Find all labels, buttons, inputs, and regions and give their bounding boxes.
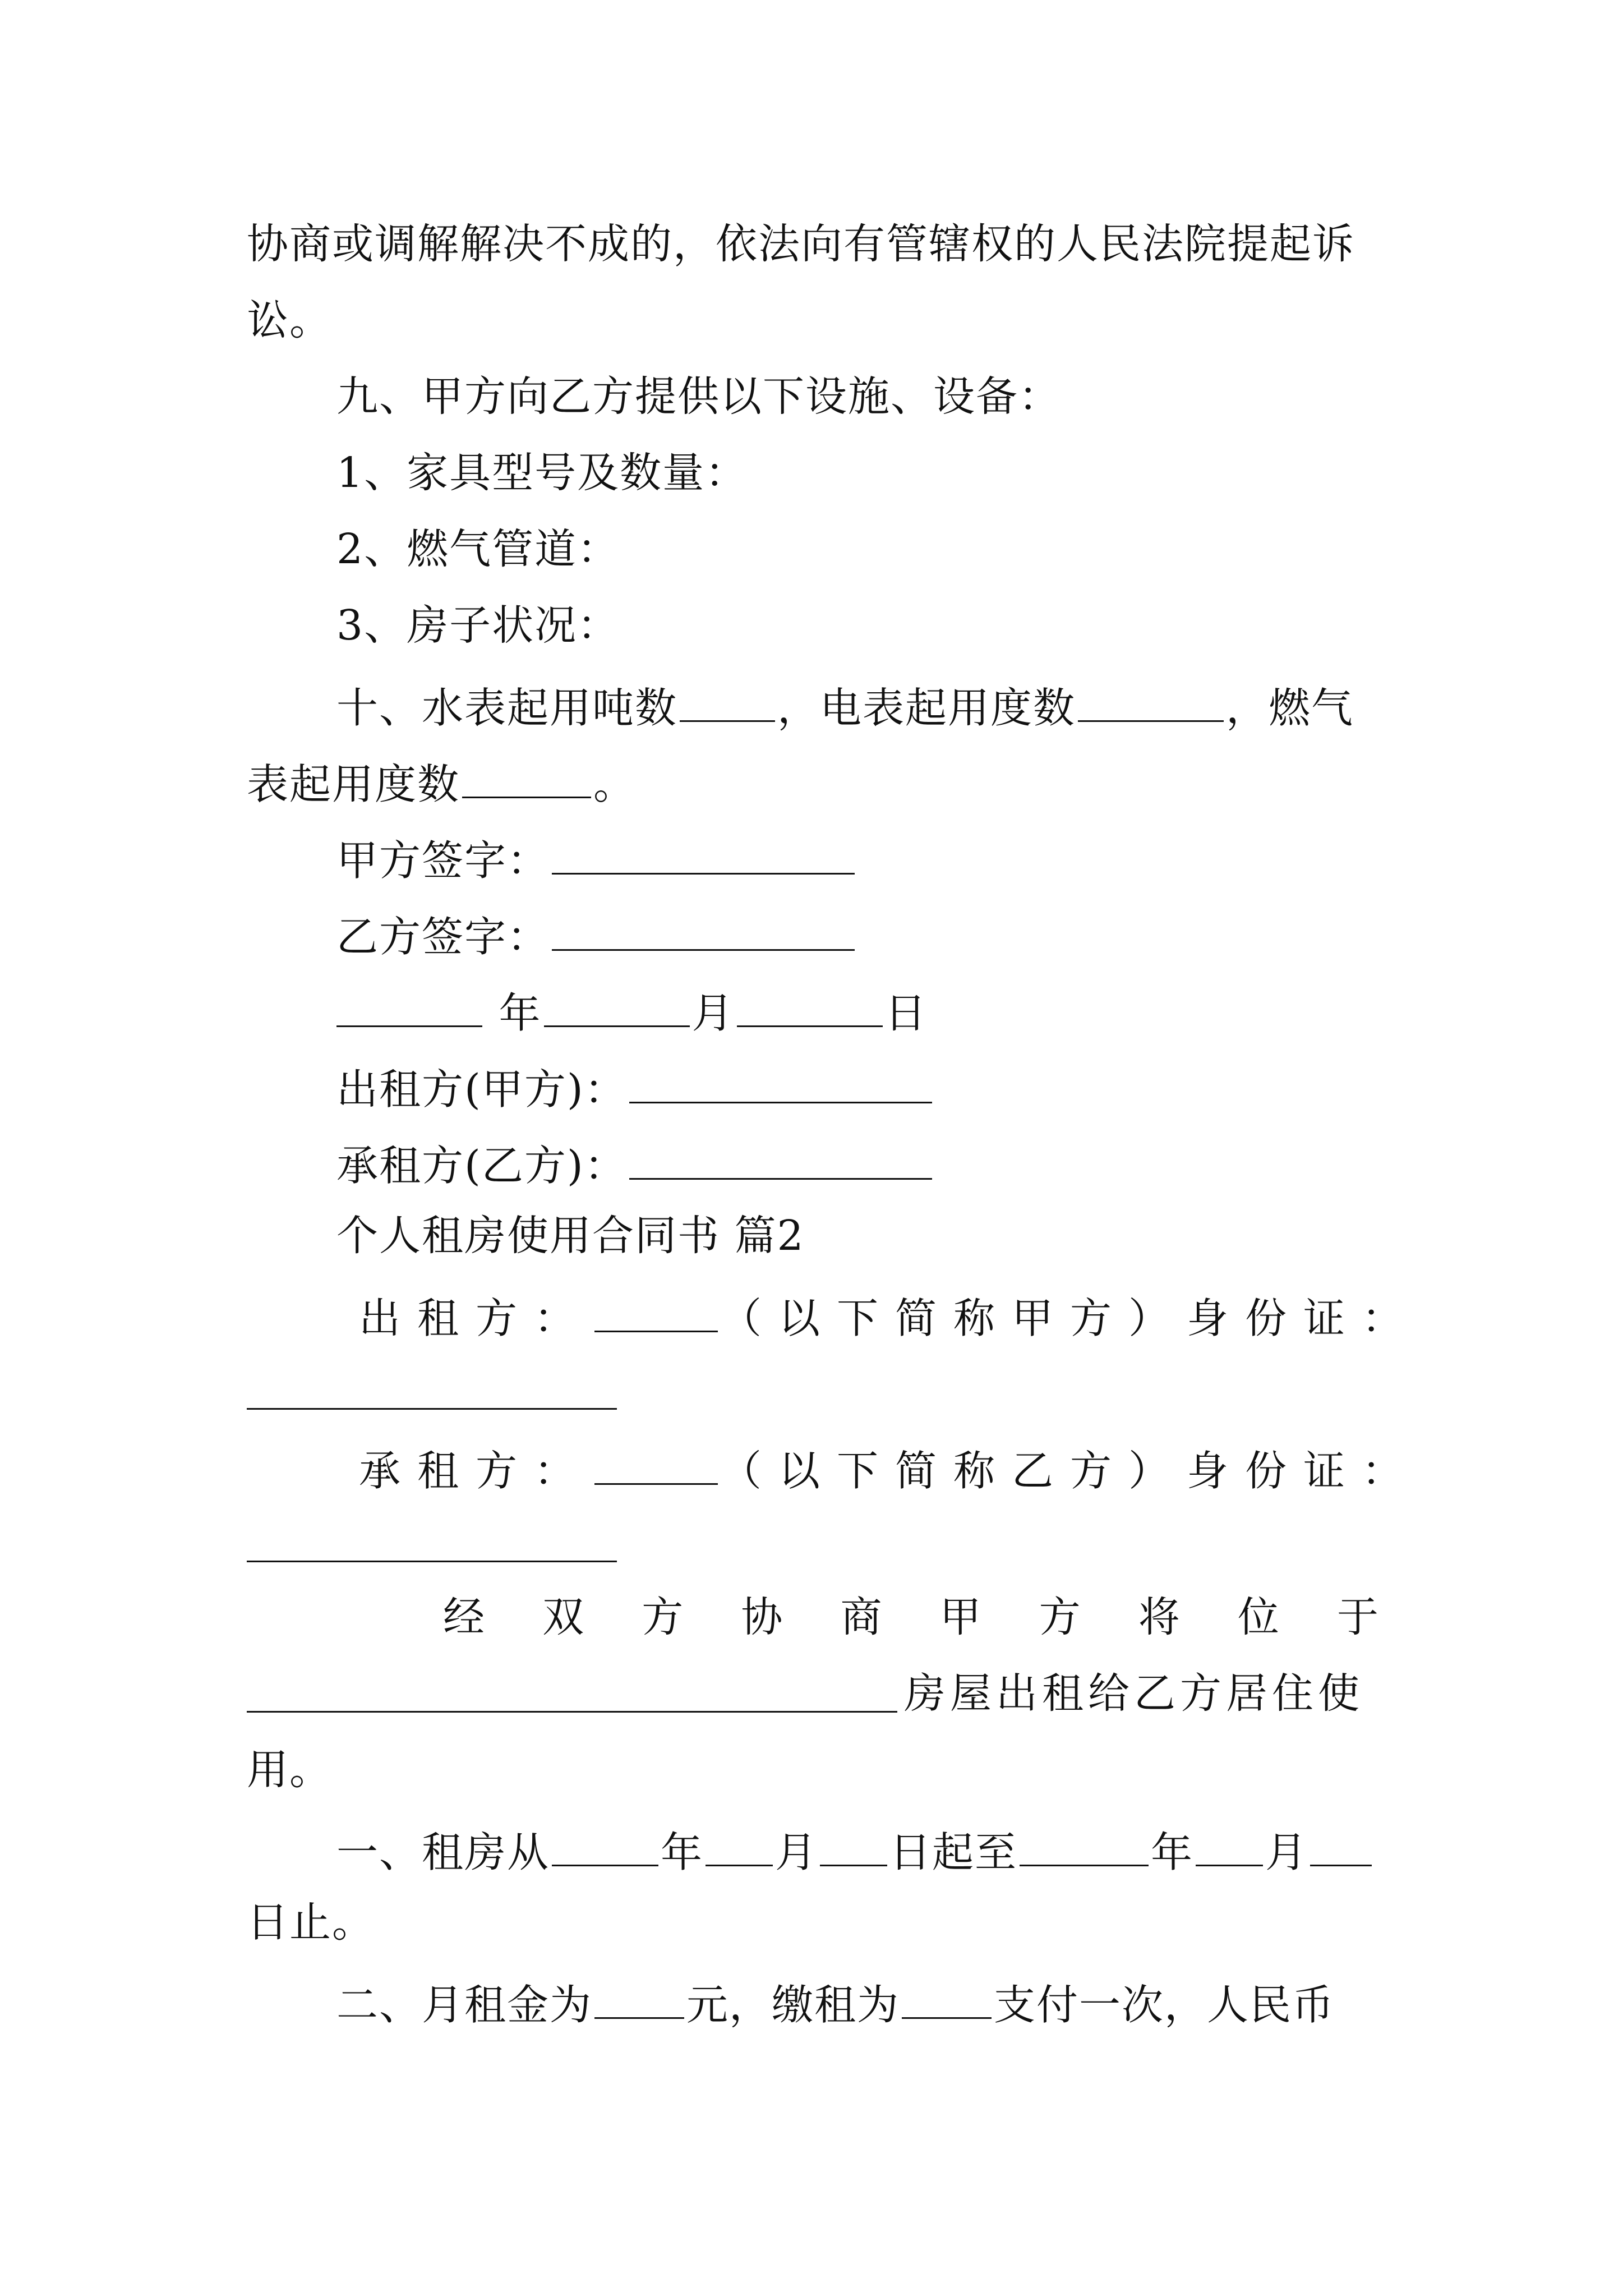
lessor-label: 出租方(甲方)： (336, 1065, 627, 1114)
gas-meter-label-cont: 表起用度数 (247, 760, 460, 809)
agreement-line-cont: 房屋出租给乙方居住使 (904, 1669, 1364, 1718)
lessee-id-line (359, 1444, 1420, 1496)
party-b-signature-blank[interactable] (552, 910, 855, 951)
rent-amount-blank[interactable] (594, 1978, 684, 2019)
paragraph-line: 协商或调解解决不成的，依法向有管辖权的人民法院提起诉 (247, 220, 1355, 268)
party-a-signature-blank[interactable] (552, 834, 855, 875)
water-meter-label: 十、水表起用吨数 (336, 684, 677, 733)
end-month-blank[interactable] (1196, 1825, 1263, 1866)
rent-period-label: 一、租房从 (336, 1828, 550, 1877)
month-blank[interactable] (544, 986, 690, 1027)
lessee-label: 承租方(乙方)： (336, 1142, 627, 1190)
lessee-id-blank[interactable] (247, 1561, 617, 1562)
gas-meter-blank[interactable] (462, 757, 591, 798)
list-item-house-condition: 3、房子状况： (336, 601, 620, 650)
payment-text: 支付一次，人民币 (994, 1981, 1335, 2030)
gas-meter-label: ，燃气 (1226, 684, 1354, 733)
date-line (336, 986, 1380, 1038)
clause-ten-line (336, 681, 1380, 733)
start-year-blank[interactable] (552, 1825, 658, 1866)
lessee-id-label: 承租方： (359, 1447, 592, 1496)
period: 。 (593, 760, 636, 809)
section-title: 个人租房使用合同书 篇2 (336, 1212, 805, 1260)
lessor-id-text: （以下简称甲方）身份证： (720, 1294, 1420, 1343)
agreement-line: 经双方协商甲方将位于 (443, 1593, 1380, 1641)
end-month-label: 月 (1265, 1828, 1308, 1877)
end-year-label: 年 (1151, 1828, 1193, 1877)
payment-period-blank[interactable] (902, 1978, 992, 2019)
lessor-line (336, 1062, 1380, 1114)
year-blank[interactable] (336, 986, 482, 1027)
electric-meter-label: ，电表起用度数 (777, 684, 1076, 733)
electric-meter-blank[interactable] (1078, 681, 1224, 722)
lessor-id-line (359, 1291, 1420, 1343)
day-blank[interactable] (737, 986, 883, 1027)
year-label: 年 (499, 989, 542, 1038)
lessee-name-blank[interactable] (594, 1444, 718, 1485)
list-item-furniture: 1、家具型号及数量： (336, 449, 748, 497)
party-b-signature-line (336, 910, 1380, 961)
day-label: 日 (884, 989, 928, 1038)
agreement-line-end: 用。 (247, 1746, 332, 1794)
lessor-id-blank[interactable] (247, 1408, 617, 1410)
start-day-blank[interactable] (820, 1825, 887, 1866)
clause-nine-heading: 九、甲方向乙方提供以下设施、设备： (336, 372, 1061, 421)
monthly-rent-line (336, 1978, 1380, 2030)
lessee-id-text: （以下简称乙方）身份证： (720, 1447, 1420, 1496)
party-a-signature-label: 甲方签字： (336, 836, 550, 885)
party-b-signature-label: 乙方签字： (336, 913, 550, 961)
water-meter-blank[interactable] (680, 681, 775, 722)
party-a-signature-line (336, 834, 1380, 885)
start-year-label: 年 (661, 1828, 703, 1877)
address-blank[interactable] (247, 1711, 897, 1713)
paragraph-line: 讼。 (247, 296, 332, 344)
end-year-blank[interactable] (1020, 1825, 1149, 1866)
monthly-rent-label: 二、月租金为 (336, 1981, 592, 2030)
start-day-label: 日起至 (889, 1828, 1017, 1877)
payment-label: 元，缴租为 (686, 1981, 900, 2030)
end-day-blank[interactable] (1310, 1825, 1372, 1866)
clause-ten-continuation (247, 757, 1380, 809)
lessor-id-label: 出租方： (359, 1294, 592, 1343)
rent-period-line (336, 1825, 1380, 1877)
start-month-label: 月 (775, 1828, 818, 1877)
lessee-line (336, 1139, 1380, 1190)
lessor-blank[interactable] (629, 1062, 932, 1103)
start-month-blank[interactable] (706, 1825, 773, 1866)
month-label: 月 (691, 989, 735, 1038)
rent-period-end: 日止。 (247, 1898, 375, 1947)
lessee-blank[interactable] (629, 1139, 932, 1180)
lessor-name-blank[interactable] (594, 1291, 718, 1332)
list-item-gas-pipe: 2、燃气管道： (336, 525, 620, 573)
